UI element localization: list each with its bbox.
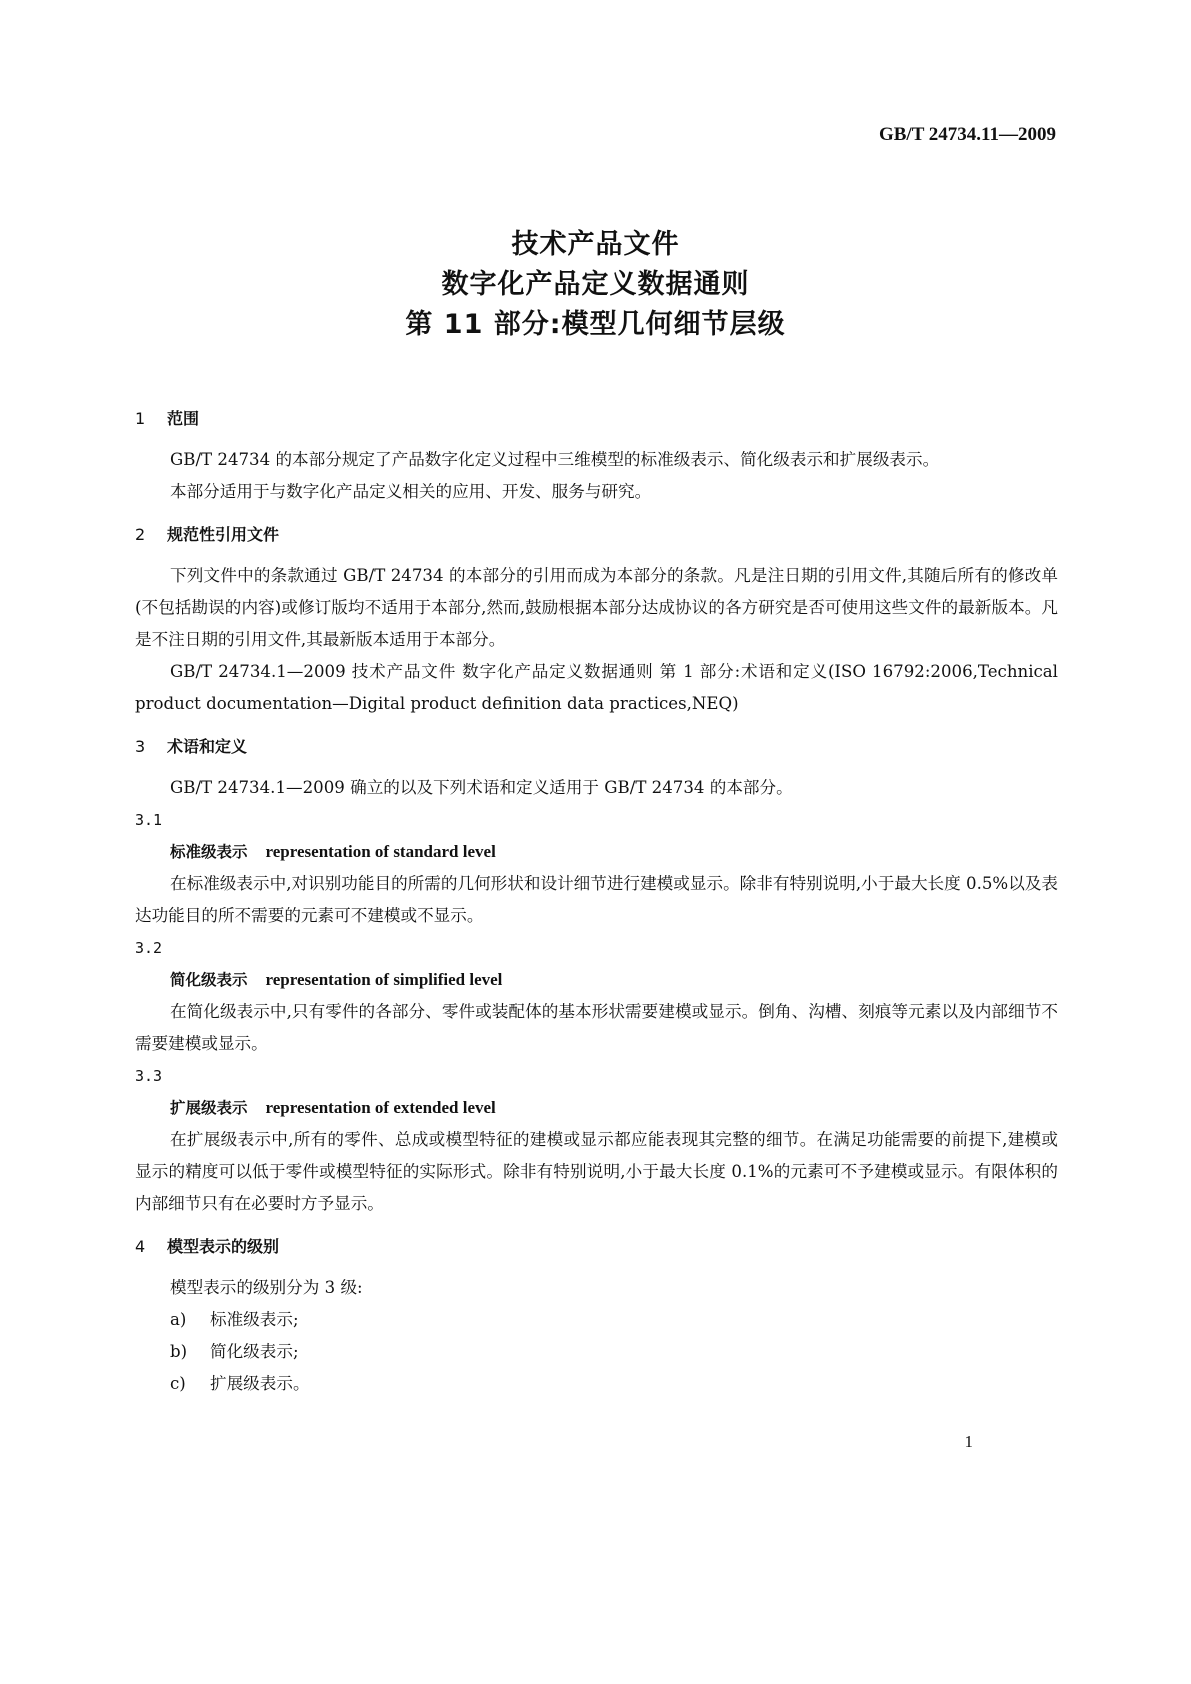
term-3-2-definition: 在简化级表示中,只有零件的各部分、零件或装配体的基本形状需要建模或显示。倒角、沟槽、刻痕等元素以及内部细节不需要建模或显示。 xyxy=(135,1002,1058,1053)
standard-number: GB/T 24734.11—2009 xyxy=(878,124,1056,145)
document-title xyxy=(0,225,1191,345)
list-text: 扩展级表示。 xyxy=(210,1374,310,1393)
section-title: 术语和定义 xyxy=(167,737,248,756)
section-1-paragraph-2: 本部分适用于与数字化产品定义相关的应用、开发、服务与研究。 xyxy=(170,482,652,501)
term-3-1-definition: 在标准级表示中,对识别功能目的所需的几何形状和设计细节进行建模或显示。除非有特别说明,小于最大长度 0.5%以及表达功能目的所不需要的元素可不建模或不显示。 xyxy=(135,874,1058,925)
list-marker: b) xyxy=(170,1342,188,1361)
title-line-3: 第 11 部分:模型几何细节层级 xyxy=(405,309,786,340)
term-3-2-heading xyxy=(170,964,1058,996)
section-title: 模型表示的级别 xyxy=(167,1237,280,1256)
term-3-1-heading xyxy=(170,836,1058,868)
term-cn: 简化级表示 xyxy=(170,971,248,989)
section-number: 2 xyxy=(135,525,146,544)
section-title: 规范性引用文件 xyxy=(167,525,280,544)
page-number: 1 xyxy=(964,1432,973,1451)
term-3-2-number: 3.2 xyxy=(135,939,163,957)
list-item xyxy=(170,1368,1058,1400)
section-3-intro: GB/T 24734.1—2009 确立的以及下列术语和定义适用于 GB/T 24734 的本部分。 xyxy=(170,778,793,797)
term-cn: 标准级表示 xyxy=(170,843,248,861)
term-cn: 扩展级表示 xyxy=(170,1099,248,1117)
section-2-heading xyxy=(135,524,1058,546)
term-en: representation of standard level xyxy=(265,842,496,861)
title-line-1: 技术产品文件 xyxy=(511,229,680,260)
list-marker: a) xyxy=(170,1310,187,1329)
list-item xyxy=(170,1336,1058,1368)
section-number: 4 xyxy=(135,1237,146,1256)
document-body xyxy=(135,408,1058,1400)
section-1-heading xyxy=(135,408,1058,430)
section-2-paragraph-1: 下列文件中的条款通过 GB/T 24734 的本部分的引用而成为本部分的条款。凡是注日期的引用文件,其随后所有的修改单(不包括勘误的内容)或修订版均不适用于本部分,然而,鼓励根据本部分达成协议的各方研究是否可使用这些文件的最新版本。凡是不注日期的引用文件,其最新版本适用于本部分。 xyxy=(135,566,1058,649)
term-3-3-heading xyxy=(170,1092,1058,1124)
term-3-3-number: 3.3 xyxy=(135,1067,163,1085)
term-3-3-definition: 在扩展级表示中,所有的零件、总成或模型特征的建模或显示都应能表现其完整的细节。在满足功能需要的前提下,建模或显示的精度可以低于零件或模型特征的实际形式。除非有特别说明,小于最大长度 0.1%的元素可不予建模或显示。有限体积的内部细节只有在必要时方予显示。 xyxy=(135,1130,1058,1213)
section-number: 1 xyxy=(135,409,146,428)
list-item xyxy=(170,1304,1058,1336)
section-3-heading xyxy=(135,736,1058,758)
section-4-intro: 模型表示的级别分为 3 级: xyxy=(170,1278,363,1297)
term-en: representation of simplified level xyxy=(265,970,503,989)
section-4-heading xyxy=(135,1236,1058,1258)
section-1-paragraph-1: GB/T 24734 的本部分规定了产品数字化定义过程中三维模型的标准级表示、简化级表示和扩展级表示。 xyxy=(170,450,940,469)
section-title: 范围 xyxy=(167,409,200,428)
term-3-1-number: 3.1 xyxy=(135,811,163,829)
list-marker: c) xyxy=(170,1374,186,1393)
term-en: representation of extended level xyxy=(265,1098,496,1117)
title-line-2: 数字化产品定义数据通则 xyxy=(441,269,750,300)
list-text: 简化级表示; xyxy=(210,1342,299,1361)
section-number: 3 xyxy=(135,737,146,756)
list-text: 标准级表示; xyxy=(210,1310,299,1329)
section-2-reference: GB/T 24734.1—2009 技术产品文件 数字化产品定义数据通则 第 1 部分:术语和定义(ISO 16792:2006,Technical product documentation—Digital product definition data practices,NEQ) xyxy=(135,662,1058,713)
